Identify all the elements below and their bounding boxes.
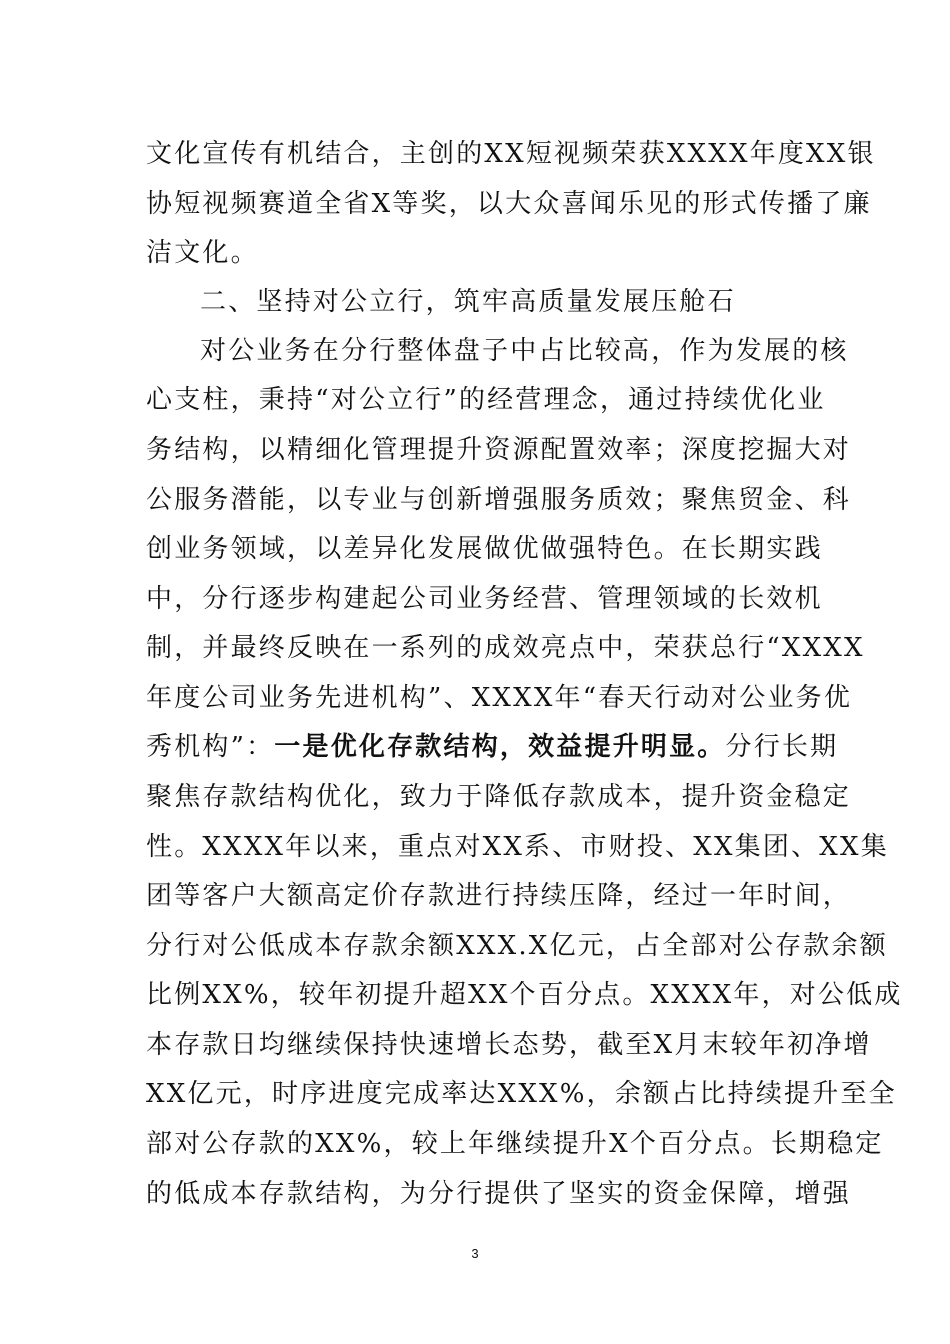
text-segment: 分行长期	[725, 732, 839, 762]
text-line: 比例XX%，较年初提升超XX个百分点。XXXX年，对公低成	[146, 980, 903, 1010]
text-line: 制，并最终反映在一系列的成效亮点中，荣获总行“XXXX	[146, 633, 865, 663]
text-line: 对公业务在分行整体盘子中占比较高，作为发展的核	[200, 336, 849, 366]
text-line: 部对公存款的XX%，较上年继续提升X个百分点。长期稳定	[146, 1129, 884, 1159]
text-line: 务结构，以精细化管理提升资源配置效率；深度挖掘大对	[146, 435, 852, 465]
text-line: XX亿元，时序进度完成率达XXX%，余额占比持续提升至全	[146, 1079, 897, 1109]
text-line: 创业务领域，以差异化发展做优做强特色。在长期实践	[146, 534, 823, 564]
text-line: 本存款日均继续保持快速增长态势，截至X月末较年初净增	[146, 1030, 872, 1060]
text-line: 分行对公低成本存款余额XXX.X亿元，占全部对公存款余额	[146, 931, 888, 961]
text-line: 团等客户大额高定价存款进行持续压降，经过一年时间，	[146, 881, 852, 911]
text-line: 聚焦存款结构优化，致力于降低存款成本，提升资金稳定	[146, 782, 852, 812]
text-line: 公服务潜能，以专业与创新增强服务质效；聚焦贸金、科	[146, 485, 852, 515]
text-line-mixed	[146, 731, 839, 763]
text-line: 协短视频赛道全省X等奖，以大众喜闻乐见的形式传播了廉	[146, 189, 872, 219]
text-line: 洁文化。	[146, 238, 259, 268]
text-line: 心支柱，秉持“对公立行”的经营理念，通过持续优化业	[146, 385, 826, 415]
text-line: 性。XXXX年以来，重点对XX系、市财投、XX集团、XX集	[146, 832, 889, 862]
page-number: 3	[471, 1246, 479, 1261]
text-line: 中，分行逐步构建起公司业务经营、管理领域的长效机	[146, 584, 823, 614]
text-line: 的低成本存款结构，为分行提供了坚实的资金保障，增强	[146, 1179, 852, 1209]
bold-highlight: 一是优化存款结构，效益提升明显。	[274, 732, 726, 762]
section-heading: 二、坚持对公立行，筑牢高质量发展压舱石	[200, 287, 736, 317]
text-line: 文化宣传有机结合，主创的XX短视频荣获XXXX年度XX银	[146, 139, 876, 169]
text-line: 年度公司业务先进机构”、XXXX年“春天行动对公业务优	[146, 683, 853, 713]
text-segment: 秀机构”：	[146, 732, 275, 762]
